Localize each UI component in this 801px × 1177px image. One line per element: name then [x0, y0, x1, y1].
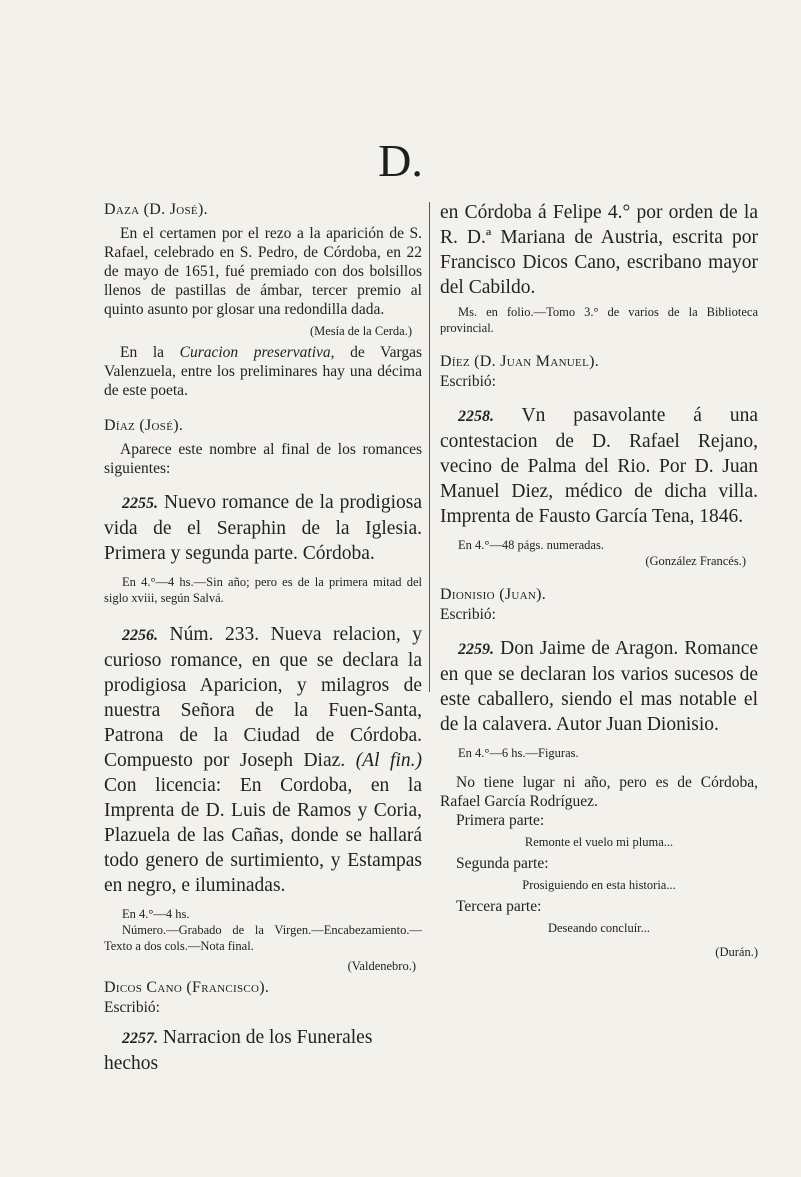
daza-paragraph-1: En el certamen por el rezo a la aparición de S. Rafael, celebrado en S. Pedro, de Córdoba, en 22 de mayo de 1651, fué premiado con dos bolsillos llenos de pastillas de ámbar, tercer premio al quinto asunto por glosar una redondilla dada. — [104, 225, 422, 318]
entry-2256 — [104, 622, 422, 898]
part-1-label: Primera parte: — [456, 812, 545, 829]
entry-2255-text: Nuevo romance de la prodigiosa vida de el Seraphin de la Iglesia. Primera y segunda parte. Córdoba. — [104, 492, 422, 564]
entry-2256-italic: (Al fin.) — [355, 750, 422, 771]
part-1-incipit: Remonte el vuelo mi pluma... — [524, 835, 674, 849]
entry-2258-source: (González Francés.) — [645, 554, 746, 568]
daza-p2-text-a: En la — [120, 344, 180, 361]
entry-2257 — [104, 1025, 422, 1076]
daza-p2-text-b: de Vargas Valenzuela, entre los preliminares hay una décima de este poeta. — [104, 344, 422, 399]
entry-2258-text: Vn pasavolante á una contestacion de D. Rafael Rejano, vecino de Palma del Rio. Por D. Juan Manuel Diez, médico de dicha villa. Imprenta de Fausto García Tena, 1846. — [440, 405, 758, 527]
author-heading-diaz: Díaz (José). — [104, 417, 184, 434]
entry-2255 — [104, 490, 422, 566]
entry-2257-continued: en Córdoba á Felipe 4.° por orden de la R. D.ª Mariana de Austria, escrita por Francisco Dicos Cano, escribano mayor del Cabildo. — [440, 202, 758, 298]
entry-2256-text-a: Núm. 233. Nueva relacion, y curioso romance, en que se declara la prodigiosa Aparicion, y milagros de nuestra Señora de la Fuen-Santa, Patrona de la Ciudad de Córdoba. Compuesto por Joseph Diaz. — [104, 624, 422, 771]
entry-number-2257: 2257. — [122, 1030, 158, 1047]
entry-2255-note: En 4.°—4 hs.—Sin año; pero es de la primera mitad del siglo xviii, según Salvá. — [104, 575, 422, 605]
daza-paragraph-2 — [104, 343, 422, 400]
author-heading-daza: Daza (D. José). — [104, 201, 208, 218]
entry-2256-text-b: Con licencia: En Cordoba, en la Imprenta de D. Luis de Ramos y Coria, Plazuela de las Cañas, donde se hallará todo genero de surtimiento, y Estampas en negro, e iluminadas. — [104, 775, 422, 896]
column-divider — [429, 202, 430, 692]
author-heading-dicos: Dicos Cano (Francisco). — [104, 979, 270, 996]
part-3-label: Tercera parte: — [456, 898, 542, 915]
part-2-incipit: Prosiguiendo en esta historia... — [522, 878, 676, 892]
entry-2259-source: (Durán.) — [715, 945, 758, 959]
left-column — [104, 200, 422, 1076]
entry-number-2256: 2256. — [122, 627, 158, 644]
entry-2256-note: En 4.°—4 hs. — [122, 907, 190, 921]
author-heading-diez: Díez (D. Juan Manuel). — [440, 353, 600, 370]
part-3-incipit: Deseando concluír... — [547, 921, 651, 935]
entry-2259-text: Don Jaime de Aragon. Romance en que se declaran los varios sucesos de este caballero, siendo el mas notable el de la calavera. Autor Juan Dionisio. — [440, 638, 758, 735]
entry-2258 — [440, 403, 758, 529]
entry-number-2259: 2259. — [458, 641, 494, 658]
entry-2256-source: (Valdenebro.) — [347, 959, 416, 973]
entry-number-2255: 2255. — [122, 495, 158, 512]
daza-p2-italic: Curacion preservativa, — [179, 344, 335, 361]
daza-source: (Mesía de la Cerda.) — [309, 324, 412, 338]
entry-2257-note: Ms. en folio.—Tomo 3.° de varios de la Biblioteca provincial. — [440, 305, 758, 335]
entry-number-2258: 2258. — [458, 408, 494, 425]
diez-paragraph: Escribió: — [440, 373, 496, 390]
author-heading-dionisio: Dionisio (Juan). — [440, 586, 547, 603]
entry-2259-paragraph: No tiene lugar ni año, pero es de Córdoba, Rafael García Rodríguez. — [440, 774, 758, 810]
diaz-paragraph: Aparece este nombre al final de los romances siguientes: — [104, 441, 422, 477]
entry-2257-text: Narracion de los Funerales hechos — [104, 1027, 373, 1074]
entry-2259-note: En 4.°—6 hs.—Figuras. — [458, 746, 579, 760]
dionisio-paragraph: Escribió: — [440, 606, 496, 623]
entry-2258-note: En 4.°—48 págs. numeradas. — [458, 538, 604, 552]
part-2-label: Segunda parte: — [456, 855, 549, 872]
entry-2259 — [440, 636, 758, 737]
section-letter: D. — [378, 135, 423, 186]
dicos-paragraph: Escribió: — [104, 999, 160, 1016]
right-column — [440, 200, 758, 960]
entry-2256-note-2: Número.—Grabado de la Virgen.—Encabezamiento.—Texto a dos cols.—Nota final. — [104, 923, 422, 953]
